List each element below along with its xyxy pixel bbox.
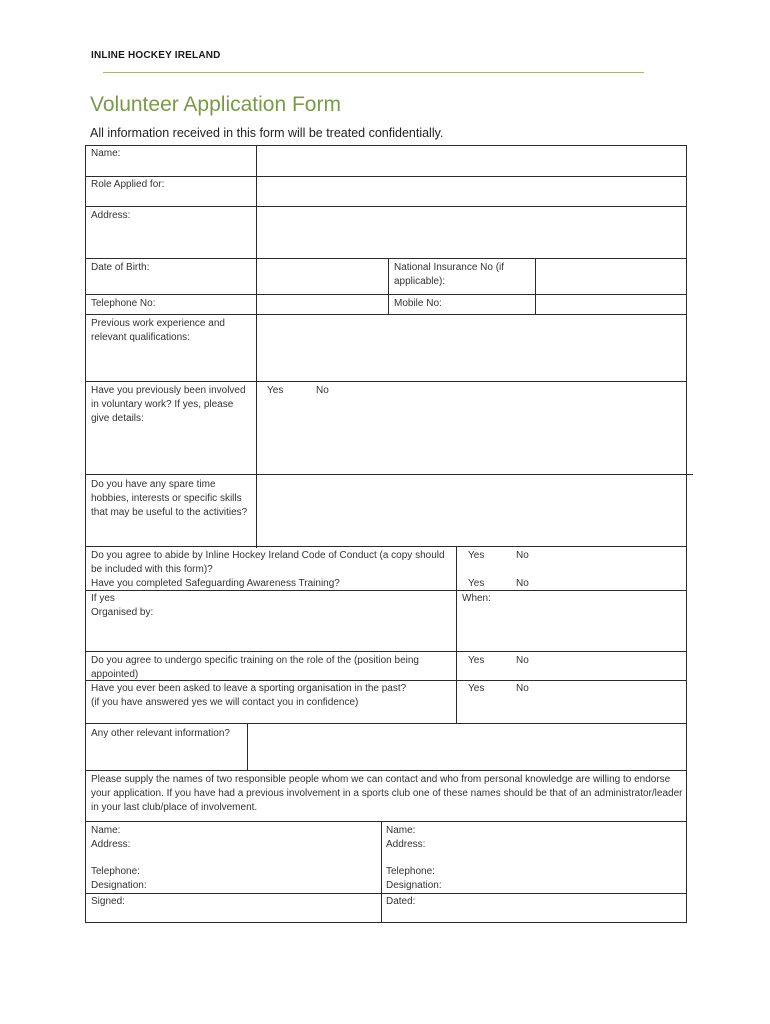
name-label: Name: bbox=[91, 148, 121, 159]
ref2-designation-label: Designation: bbox=[386, 880, 442, 891]
referees-intro: Please supply the names of two responsible people whom we can contact and who from personal knowledge are willing to endorse your application. If you have had a previous involvement in a sports club one of these names should be that of an administrator/leader in your last club/place of involvement. bbox=[91, 774, 683, 813]
form-subtitle: All information received in this form will be treated confidentially. bbox=[90, 126, 444, 140]
table-border-left bbox=[85, 145, 86, 923]
row-divider bbox=[85, 474, 693, 475]
address-label: Address: bbox=[91, 210, 131, 221]
conduct-yes-option[interactable]: Yes bbox=[468, 550, 485, 561]
voluntary-label: Have you previously been involved in voluntary work? If yes, please give details: bbox=[91, 385, 246, 424]
column-divider bbox=[388, 258, 389, 315]
row-divider bbox=[85, 546, 687, 547]
asked-to-leave-label: Have you ever been asked to leave a sporting organisation in the past? bbox=[91, 683, 407, 694]
table-border-right bbox=[686, 145, 687, 923]
signed-field[interactable] bbox=[140, 895, 378, 920]
training-label: Do you agree to undergo specific training on the role of the (position being appointed) bbox=[91, 655, 419, 680]
organisation-name: INLINE HOCKEY IRELAND bbox=[91, 50, 221, 61]
ni-field[interactable] bbox=[537, 260, 685, 293]
leave-yes-option[interactable]: Yes bbox=[468, 683, 485, 694]
table-border-top bbox=[85, 145, 687, 146]
name-field[interactable] bbox=[258, 147, 685, 175]
address-field[interactable] bbox=[258, 208, 685, 257]
ref2-telephone-label: Telephone: bbox=[386, 866, 435, 877]
prev-work-field[interactable] bbox=[258, 316, 685, 380]
row-divider bbox=[85, 651, 687, 652]
header-divider bbox=[103, 72, 644, 73]
column-divider bbox=[256, 145, 257, 548]
ref2-name-label: Name: bbox=[386, 825, 416, 836]
voluntary-no-option[interactable]: No bbox=[316, 385, 329, 396]
row-divider bbox=[85, 723, 687, 724]
row-divider bbox=[85, 176, 687, 177]
column-divider bbox=[456, 651, 457, 724]
ni-label: National Insurance No (if applicable): bbox=[394, 262, 505, 287]
column-divider bbox=[381, 821, 382, 922]
leave-no-option[interactable]: No bbox=[516, 683, 529, 694]
column-divider bbox=[247, 723, 248, 771]
dob-field[interactable] bbox=[258, 260, 387, 293]
row-divider bbox=[85, 206, 687, 207]
mobile-label: Mobile No: bbox=[394, 298, 442, 309]
row-divider bbox=[85, 821, 687, 822]
training-no-option[interactable]: No bbox=[516, 655, 529, 666]
voluntary-yes-option[interactable]: Yes bbox=[267, 385, 284, 396]
row-divider bbox=[85, 314, 687, 315]
safeguarding-label: Have you completed Safeguarding Awareness Training? bbox=[91, 578, 340, 589]
row-divider bbox=[85, 770, 687, 771]
signed-label: Signed: bbox=[91, 896, 125, 907]
telephone-label: Telephone No: bbox=[91, 298, 156, 309]
prev-work-label: Previous work experience and relevant qualifications: bbox=[91, 318, 225, 343]
safeguarding-yes-option[interactable]: Yes bbox=[468, 578, 485, 589]
row-divider bbox=[85, 258, 687, 259]
row-divider bbox=[85, 381, 687, 382]
code-of-conduct-label: Do you agree to abide by Inline Hockey Ireland Code of Conduct (a copy should be included with this form)? bbox=[91, 550, 445, 575]
when-label: When: bbox=[462, 593, 491, 604]
column-divider bbox=[456, 546, 457, 652]
ref2-address-label: Address: bbox=[386, 839, 426, 850]
other-info-label: Any other relevant information? bbox=[91, 728, 230, 739]
table-border-bottom bbox=[85, 922, 687, 923]
mobile-field[interactable] bbox=[537, 296, 685, 313]
row-divider bbox=[85, 294, 687, 295]
if-yes-label: If yes bbox=[91, 593, 115, 604]
telephone-field[interactable] bbox=[258, 296, 387, 313]
hobbies-label: Do you have any spare time hobbies, interests or specific skills that may be useful to the activities? bbox=[91, 479, 248, 518]
safeguarding-no-option[interactable]: No bbox=[516, 578, 529, 589]
ref1-designation-label: Designation: bbox=[91, 880, 147, 891]
dated-field[interactable] bbox=[424, 895, 684, 920]
role-label: Role Applied for: bbox=[91, 179, 165, 190]
ref1-address-label: Address: bbox=[91, 839, 131, 850]
ref1-telephone-label: Telephone: bbox=[91, 866, 140, 877]
ref1-name-label: Name: bbox=[91, 825, 121, 836]
dob-label: Date of Birth: bbox=[91, 262, 150, 273]
conduct-no-option[interactable]: No bbox=[516, 550, 529, 561]
training-yes-option[interactable]: Yes bbox=[468, 655, 485, 666]
form-title: Volunteer Application Form bbox=[90, 93, 341, 116]
confidence-note: (if you have answered yes we will contact you in confidence) bbox=[91, 697, 359, 708]
other-info-field[interactable] bbox=[249, 725, 685, 769]
role-field[interactable] bbox=[258, 178, 685, 205]
organised-by-label: Organised by: bbox=[91, 607, 154, 618]
column-divider bbox=[535, 258, 536, 315]
row-divider bbox=[85, 893, 687, 894]
hobbies-field[interactable] bbox=[258, 476, 685, 545]
dated-label: Dated: bbox=[386, 896, 416, 907]
